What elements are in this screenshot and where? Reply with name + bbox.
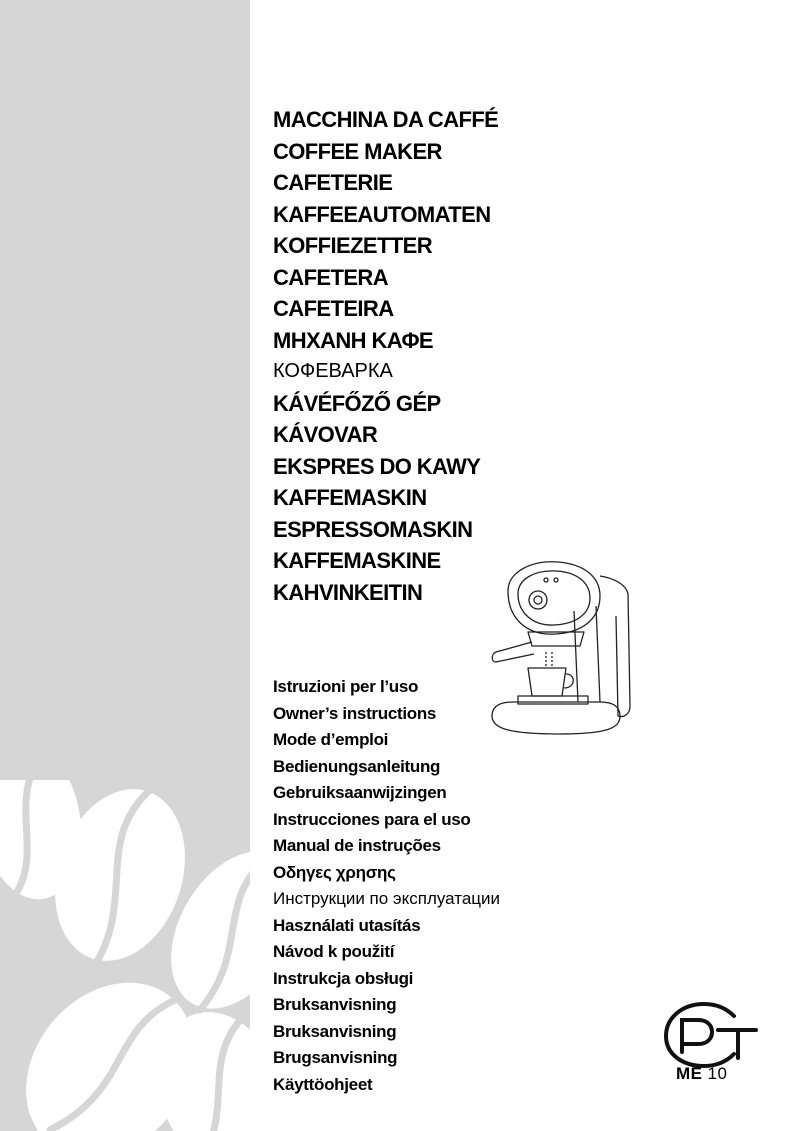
product-title-hungarian: KÁVÉFŐZŐ GÉP	[273, 390, 441, 416]
product-titles-list	[273, 104, 498, 608]
coffee-beans-illustration	[0, 780, 250, 1131]
machine-base	[492, 702, 620, 734]
certification-code-number: 10	[707, 1064, 728, 1083]
water-tank	[600, 576, 630, 717]
product-title-portuguese: CAFETEIRA	[273, 296, 394, 321]
product-title-russian: КОФЕВАРКА	[273, 360, 393, 382]
product-title-norwegian: ESPRESSOMASKIN	[273, 516, 473, 542]
instructions-russian: Инструкции по эксплуатации	[273, 889, 501, 908]
product-title-spanish: CAFETERA	[273, 264, 388, 290]
instructions-french: Mode d’emploi	[273, 730, 389, 749]
filter-holder-handle	[492, 642, 534, 662]
instructions-greek: Οδηγες χρησης	[273, 862, 396, 882]
instructions-english: Owner’s instructions	[273, 703, 437, 723]
coffee-cup	[528, 668, 566, 696]
instructions-czech: Návod k použití	[273, 942, 395, 961]
machine-head	[508, 562, 600, 634]
instructions-finnish: Käyttöohjeet	[273, 1074, 373, 1094]
product-title-german: KAFFEEAUTOMATEN	[273, 201, 491, 227]
instructions-spanish: Instrucciones para el uso	[273, 809, 471, 829]
product-title-greek: ΜΗΧΑΝΗ ΚΑΦΕ	[273, 327, 433, 353]
product-title-swedish: KAFFEMASKIN	[273, 485, 427, 510]
product-title-french: CAFETERIE	[273, 170, 393, 195]
certification-code	[676, 1064, 727, 1084]
indicator-light	[554, 578, 558, 582]
instructions-danish: Brugsanvisning	[273, 1048, 398, 1067]
instructions-hungarian: Használati utasítás	[273, 915, 421, 935]
product-title-italian: MACCHINA DA CAFFÉ	[273, 107, 499, 132]
coffee-machine-illustration	[488, 556, 634, 740]
product-title-danish: KAFFEMASKINE	[273, 548, 441, 573]
machine-body	[574, 606, 600, 702]
product-title-czech: KÁVOVAR	[273, 422, 378, 447]
control-knob	[529, 591, 547, 609]
instructions-german: Bedienungsanleitung	[273, 756, 441, 776]
indicator-light	[544, 578, 548, 582]
product-title-finnish: KAHVINKEITIN	[273, 579, 423, 605]
instructions-dutch: Gebruiksaanwijzingen	[273, 783, 447, 802]
instructions-portuguese: Manual de instruções	[273, 836, 441, 855]
instructions-list	[273, 674, 500, 1098]
certification-code-letters: ME	[676, 1064, 703, 1083]
product-title-english: COFFEE MAKER	[273, 138, 442, 164]
product-title-dutch: KOFFIEZETTER	[273, 233, 433, 258]
instructions-italian: Istruzioni per l’uso	[273, 677, 419, 696]
instructions-swedish: Bruksanvisning	[273, 995, 397, 1014]
grey-sidebar	[0, 0, 250, 1131]
product-title-polish: EKSPRES DO KAWY	[273, 453, 481, 479]
instructions-norwegian: Bruksanvisning	[273, 1021, 397, 1041]
instructions-polish: Instrukcja obsługi	[273, 968, 414, 988]
